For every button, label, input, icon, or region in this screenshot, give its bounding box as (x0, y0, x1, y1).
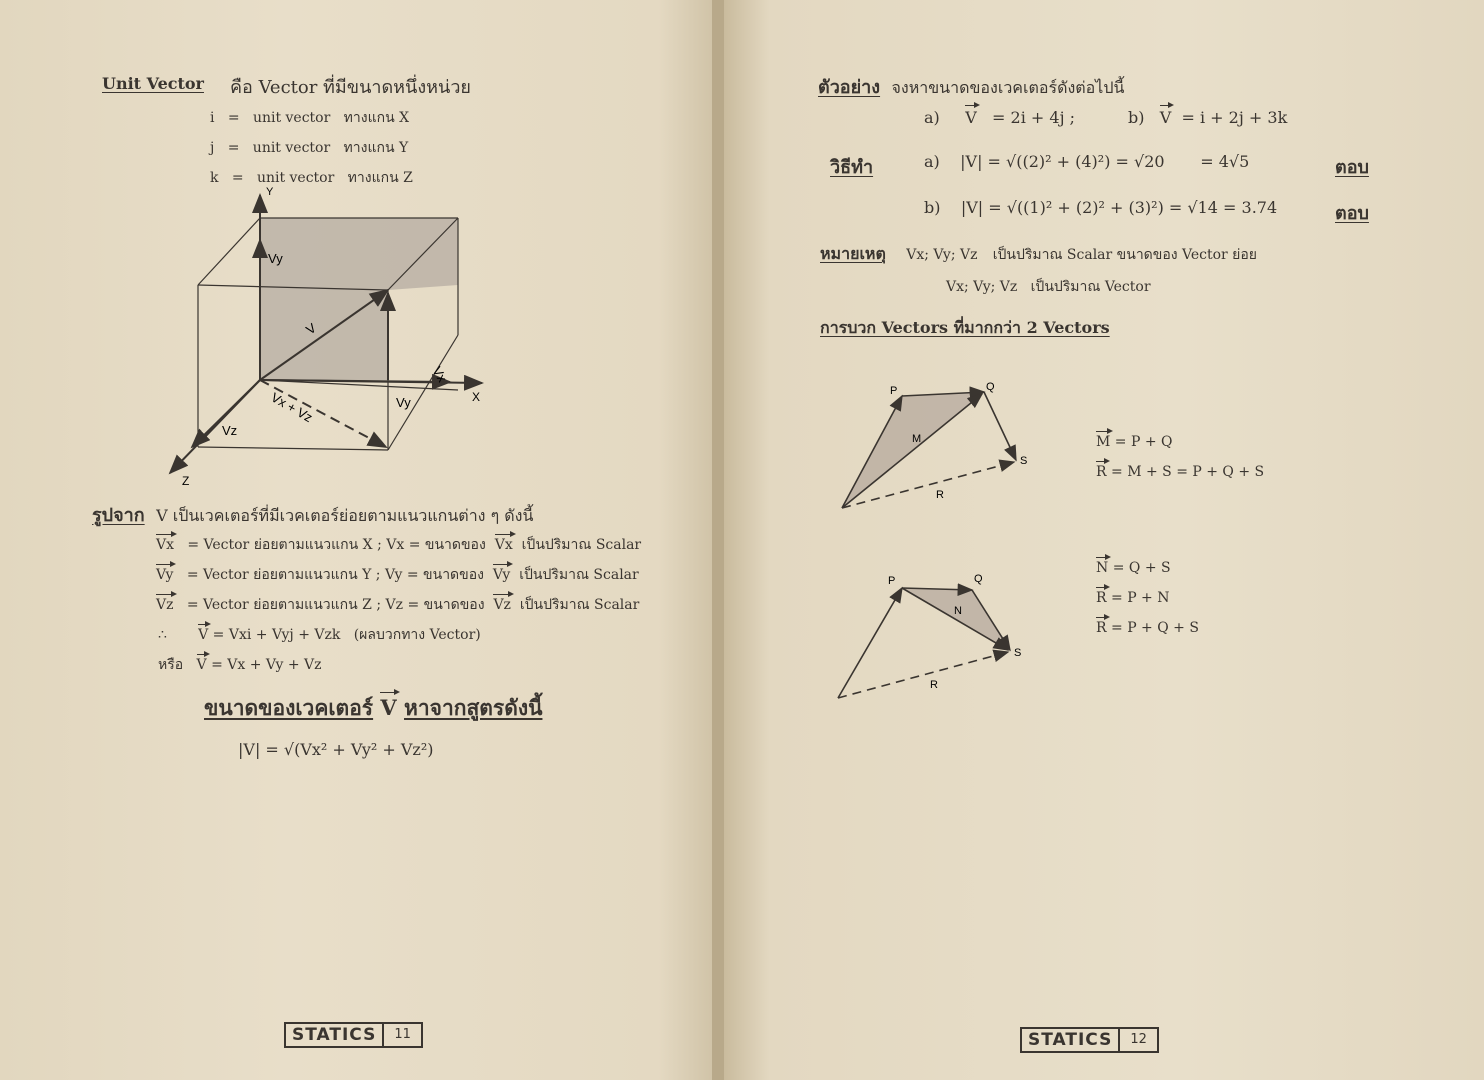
diagram2-label-s: S (1014, 647, 1022, 659)
unit-vector-heading: Unit Vector (102, 74, 204, 93)
footer-brand-right: STATICS (1022, 1029, 1120, 1051)
fig-vx-label: Vx (429, 364, 450, 385)
diagram2-vector-p (838, 588, 902, 698)
answer-a: ตอบ (1335, 157, 1369, 178)
fig-vy-label: Vy (268, 251, 283, 266)
diagram1-label-m: M (912, 433, 922, 445)
therefore-line: ∴ V = Vxi + Vyj + Vzk (ผลบวกทาง Vector) (158, 627, 481, 643)
unit-row-i: i = unit vector ทางแกน X (210, 110, 410, 126)
footer-right (1020, 1027, 1159, 1053)
diagram1-label-s: S (1020, 455, 1028, 467)
diagram1-label-q: Q (986, 381, 995, 393)
component-line-z: Vz = Vector ย่อยตามแนวแกน Z ; Vz = ขนาดของ Vz เป็นปริมาณ Scalar (156, 597, 640, 613)
fig-vy2-label: Vy (396, 395, 411, 410)
magnitude-title: ขนาดของเวคเตอร์ V หาจากสูตรดังนี้ (204, 695, 543, 720)
example-line (818, 72, 1124, 101)
from-figure-label: รูปจาก (92, 505, 145, 526)
note-line-2: Vx; Vy; Vz เป็นปริมาณ Vector (946, 279, 1151, 295)
diagram2-eq2: R = P + N (1096, 590, 1170, 606)
unit-row-j: j = unit vector ทางแกน Y (210, 140, 409, 156)
vector-polygon-diagram-2 (836, 570, 1036, 710)
diagram2-label-p: P (888, 575, 896, 587)
diagram2-vector-r (838, 652, 1008, 698)
page-number-right: 12 (1130, 1032, 1147, 1047)
note-label: หมายเหตุ (820, 244, 886, 263)
or-line: หรือ V = Vx + Vy + Vz (158, 657, 322, 673)
answer-b: ตอบ (1335, 203, 1369, 224)
diagram1-eq2: R = M + S = P + Q + S (1096, 464, 1265, 480)
example-label: ตัวอย่าง (818, 77, 881, 98)
example-b: b) V = i + 2j + 3k (1128, 108, 1288, 127)
solution-label: วิธีทำ (830, 157, 874, 178)
diagram2-eq3: R = P + Q + S (1096, 620, 1199, 636)
diagram1-label-r: R (936, 489, 944, 501)
from-figure-intro: V เป็นเวคเตอร์ที่มีเวคเตอร์ย่อยตามแนวแกนต่าง ๆ ดังนี้ (156, 506, 534, 525)
page-number: 11 (394, 1027, 411, 1042)
example-a: a) V = 2i + 4j ; (924, 108, 1076, 127)
note-line-1: หมายเหตุ Vx; Vy; Vz เป็นปริมาณ Scalar ขนาดของ Vector ย่อย (820, 244, 1257, 263)
unit-vector-definition: คือ Vector ที่มีขนาดหนึ่งหน่วย (230, 77, 471, 98)
diagram2-eq1: N = Q + S (1096, 560, 1171, 576)
fig-vz-label: Vz (222, 423, 238, 438)
fig-vxz-label: Vx + Vz (268, 389, 316, 426)
axis-x-label: X (472, 390, 481, 404)
component-line-y: Vy = Vector ย่อยตามแนวแกน Y ; Vy = ขนาดของ Vy เป็นปริมาณ Scalar (156, 567, 639, 583)
from-figure-line (92, 500, 533, 529)
diagram2-label-q: Q (974, 573, 983, 585)
diagram2-label-r: R (930, 679, 938, 691)
solution-a: a) |V| = √((2)² + (4)²) = √20 = 4√5 (924, 152, 1250, 171)
fig-v-label: V (303, 320, 319, 338)
shaded-plane (260, 218, 458, 380)
example-text: จงหาขนาดของเวคเตอร์ดังต่อไปนี้ (891, 78, 1125, 97)
diagram1-vector-s (984, 392, 1016, 460)
unit-row-k: k = unit vector ทางแกน Z (210, 170, 413, 186)
vector-components-figure (160, 185, 500, 488)
diagram1-label-p: P (890, 385, 898, 397)
solution-b: b) |V| = √((1)² + (2)² + (3)²) = √14 = 3.74 (924, 198, 1278, 217)
axis-z-label: Z (182, 474, 190, 488)
diagram1-eq1: M = P + Q (1096, 434, 1173, 450)
component-line-x: Vx = Vector ย่อยตามแนวแกน X ; Vx = ขนาดของ Vx เป็นปริมาณ Scalar (156, 537, 642, 553)
footer-left (284, 1022, 423, 1048)
diagram2-label-n: N (954, 605, 962, 617)
vector-polygon-diagram-1 (836, 380, 1036, 520)
adding-vectors-heading: การบวก Vectors ที่มากกว่า 2 Vectors (820, 318, 1110, 337)
axis-y-label: Y (266, 186, 274, 198)
footer-brand: STATICS (286, 1024, 384, 1046)
magnitude-formula: |V| = √(Vx² + Vy² + Vz²) (238, 740, 434, 759)
